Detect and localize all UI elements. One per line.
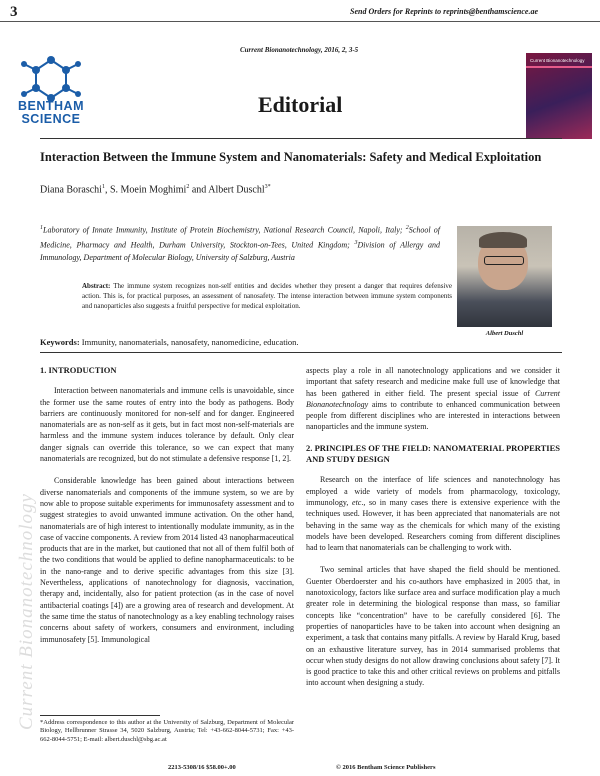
photo-glasses — [484, 256, 524, 265]
section-1-heading: 1. INTRODUCTION — [40, 365, 117, 375]
affiliation: School of Medicine, Pharmacy and Health, Durham University, Stockton-on-Tees, United Kingdom; — [40, 225, 440, 250]
author-sup: 2 — [186, 184, 190, 190]
author-separator: and — [189, 184, 209, 196]
paragraph-text: aims to contribute to enhanced communication between people from different disciplines who are interested in interactions between nanoparticles and the immune system. — [306, 399, 560, 432]
paragraph-text: aspects play a role in all nanotechnology applications and we consider it important that safety research and medicine make full use of knowledge that has been gathered in either field. The present special issue of — [306, 366, 560, 398]
paragraph-text: ., so in many cases there is extensive experience with the techniques used. However, it has been appreciated that nanomaterials are not behaving in the same way as the chemicals for which many of the existing models have been developed. Researchers coming from different disciplines had to learn that nanomaterials can be challenging to work with. — [306, 497, 560, 553]
affiliation: Division of Allergy and Immunology, Department of Molecular Biology, University of Salzburg, Austria — [40, 240, 440, 263]
paragraph: Two seminal articles that have shaped the field should be mentioned. Guenter Oberdoerster and his co-authors have emphasized in 2005 that, in nanotoxicology, factors like surface area and surface modification play a much greater role in determining the biological response than mass, so familiar concepts like “concentration” have to be carefully considered [6]. The properties of nanoparticles have to be taken into account when designing an experiment, a task that contains many pitfalls. A review by Harald Krug, based on an exhaustive literature survey, has in 2014 summarised problems that occur when study designs do not allow drawing conclusions about safety [7]. It is good practice to take this and other critical reviews on problems and pitfalls into account when designing a study. — [306, 565, 560, 688]
author-name: Diana Boraschi — [40, 184, 102, 196]
left-column — [40, 365, 294, 645]
author-name: Albert Duschl — [208, 184, 265, 196]
author-separator: , — [104, 184, 110, 196]
affil-sup: 1 — [40, 225, 43, 231]
paragraph — [306, 474, 560, 553]
abstract-text: The immune system recognizes non-self entities and decides whether they present a danger that requires defensive action. This is, for practical purposes, an assessment of nanosafety. The intense interaction between immune system components and nanoparticles also suggests a fruitful perspective for medical exploitation. — [82, 282, 452, 311]
paragraph: Interaction between nanomaterials and immune cells is unavoidable, since the former use the same routes of entry into the body as pathogens. Body barriers are continuously monitored for non-self and for danger. Engineered nanomaterials are as non-self as it gets, but in fact most non-self-materials are harmless and the immune system induces tolerance by default. Only clear danger signals can override this tolerance, so we can expect that many nanomaterials are recognized, but do not stimulate a defensive response [1, 2]. — [40, 386, 294, 464]
cover-stripe — [526, 66, 592, 68]
photo-hair — [479, 232, 527, 248]
right-column — [306, 365, 560, 689]
keywords-label: Keywords: — [40, 337, 80, 347]
abstract — [82, 281, 452, 312]
section-heading: Editorial — [258, 92, 343, 117]
author-sup: 3* — [264, 184, 271, 190]
page-number: 3 — [10, 4, 18, 20]
paragraph — [306, 365, 560, 433]
issn-price: 2213-5308/16 $58.00+.00 — [168, 764, 236, 771]
reprints-notice: Send Orders for Reprints to reprints@benthamscience.ae — [350, 7, 538, 16]
logo-text-bentham: BENTHAM — [18, 99, 84, 113]
body-rule — [40, 352, 562, 353]
paragraph: Considerable knowledge has been gained about interactions between diverse nanomaterials and components of the immune system, so we are by now able to propose suitable experiments for immunosafety assessment and to suggest strategies to avoid unwanted immune activation. On the other hand, nanomaterials are of high interest to intentionally modulate immunity, as in the case of vaccine components. A review from 2014 listed 43 nanopharmaceutical products that are in the market, but cautioned that not all of them fulfil both of the two conditions that would be applied to define nanopharmaceuticals: to be in the nano-range and to derive specific advantages from this size [3]. Nevertheless, applications of nanotechnology for diagnosis, vaccination, therapy and, incidentally, also for patient protection (as in the case of novel antibacterial coatings [4]) are a growing area of research and development. At the same time the status of nanotechnology as a key enabling technology raises concerns about safety of workers, consumers and environment, including immunosafety [5]. Immunological — [40, 476, 294, 644]
keywords — [40, 337, 299, 347]
bentham-science-wordmark — [4, 100, 98, 126]
keywords-text: Immunity, nanomaterials, nanosafety, nanomedicine, education. — [79, 337, 299, 347]
top-rule — [0, 21, 600, 22]
copyright: © 2016 Bentham Science Publishers — [336, 764, 436, 771]
photo-caption: Albert Duschl — [485, 330, 524, 337]
abstract-label: Abstract: — [82, 282, 111, 290]
author-list — [40, 184, 271, 195]
affiliations — [40, 222, 440, 265]
affil-sup: 2 — [405, 225, 409, 231]
journal-watermark: Current Bionanotechnology — [16, 493, 37, 730]
journal-citation: Current Bionanotechnology, 2016, 2, 3-5 — [240, 46, 359, 54]
footnote-rule — [40, 715, 160, 716]
etc-italic: etc — [352, 497, 362, 507]
cover-title: Current Bionanotechnology — [530, 58, 585, 63]
article-title: Interaction Between the Immune System and Nanomaterials: Safety and Medical Exploitation — [40, 150, 542, 164]
affil-sup: 3 — [354, 240, 358, 247]
section-2-heading: 2. PRINCIPLES OF THE FIELD: NANOMATERIAL PROPERTIES AND STUDY DESIGN — [306, 442, 560, 465]
paragraph-text: Research on the interface of life sciences and nanotechnology has employed a wide variety of models from pharmacology, toxicology, immunology, — [306, 475, 560, 507]
journal-name: Current Bionanotechnology — [306, 388, 560, 409]
affiliation: Laboratory of Innate Immunity, Institute of Protein Biochemistry, National Research Council, Napoli, Italy; — [43, 225, 406, 235]
author-name: S. Moein Moghimi — [109, 184, 187, 196]
header-rule — [40, 138, 562, 139]
correspondence-footnote: *Address correspondence to this author at the University of Salzburg, Department of Molecular Biology, Hellbrunner Strasse 34, 5020 Salzburg, Austria; Tel: +43-662-8044-5731; Fax: +43-662-8044-5751; E-mail: albert.duschl@sbg.ac.at — [40, 719, 294, 743]
author-sup: 1 — [101, 184, 105, 190]
logo-text-science: SCIENCE — [21, 112, 81, 126]
